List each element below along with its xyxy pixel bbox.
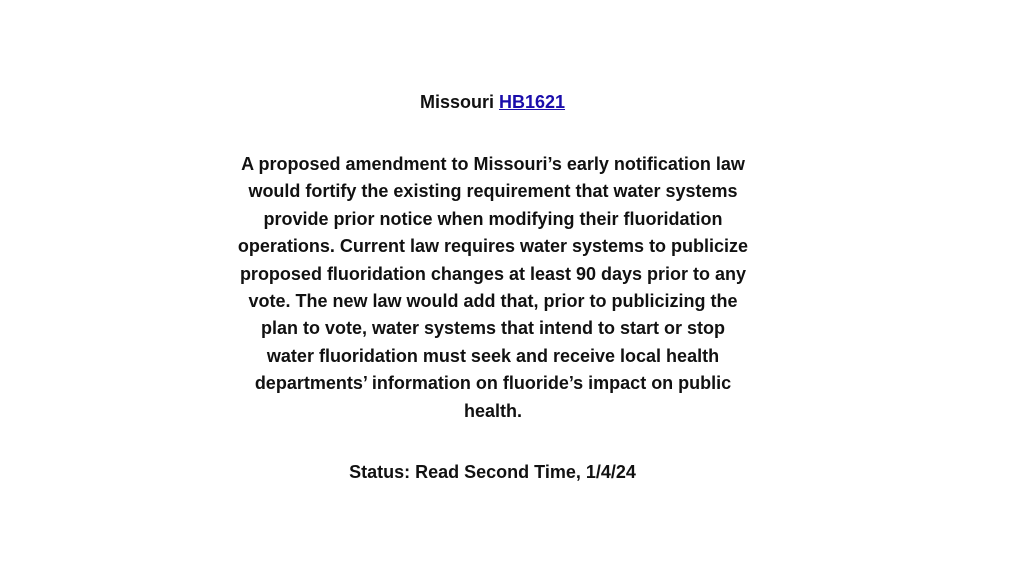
bill-link[interactable]: HB1621 (498, 92, 566, 112)
bill-heading (0, 88, 985, 116)
state-label: Missouri (419, 92, 494, 112)
bill-status: Status: Read Second Time, 1/4/24 (349, 462, 636, 482)
bill-description: A proposed amendment to Missouri’s early notification law would fortify the existing requirement that water systems provide prior notice when modifying their fluoridation operations. Current law requires water systems to publicize proposed fluoridation changes at least 90 days prior to any vote. The new law would add that, prior to publicizing the plan to vote, water systems that intend to start or stop water fluoridation must seek and receive local health departments’ information on fluoride’s impact on public health. (237, 154, 749, 421)
